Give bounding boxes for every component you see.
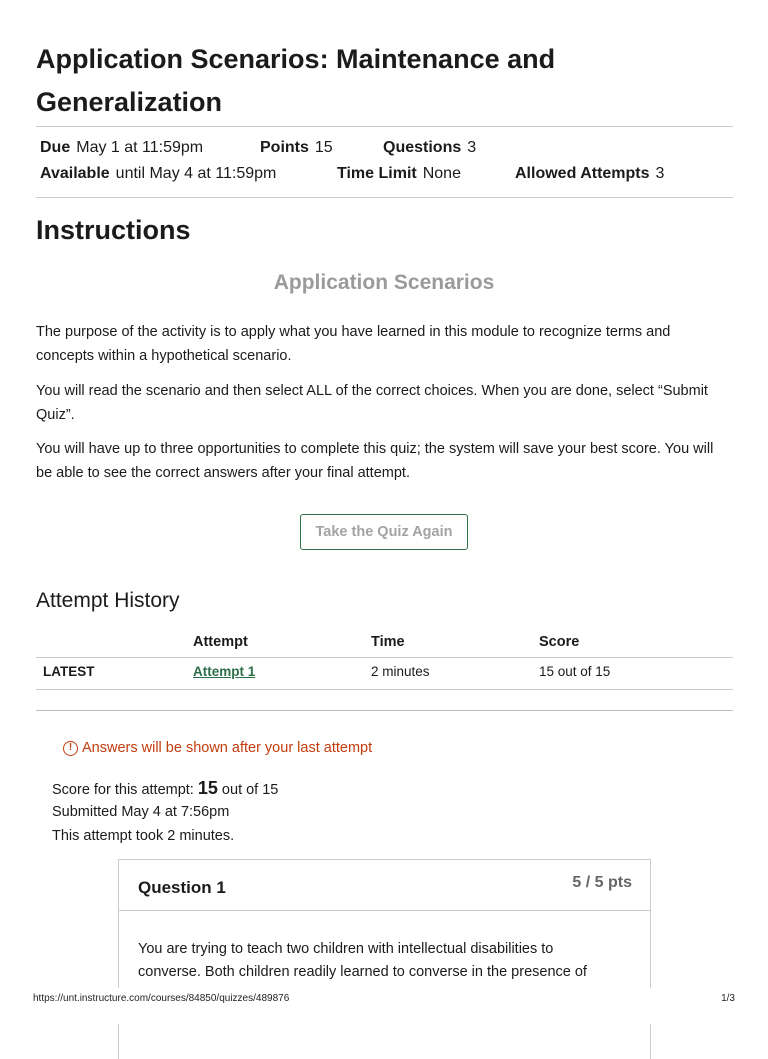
meta-available	[40, 165, 276, 183]
attempt-1-link[interactable]: Attempt 1	[193, 664, 256, 679]
page-title: Application Scenarios: Maintenance and Generalization	[36, 44, 556, 117]
question-text: You are trying to teach two children with intellectual disabilities to converse. Both children readily learned to converse in the presence of	[138, 941, 587, 980]
attempt-link-cell	[193, 664, 255, 679]
answers-notice	[63, 740, 372, 756]
instructions-paragraph: You will read the scenario and then select ALL of the correct choices. When you are done, select “Submit Quiz”.	[36, 383, 708, 423]
meta-allowed-attempts	[515, 165, 664, 183]
score-prefix: Score for this attempt:	[52, 782, 198, 798]
row-score: 15 out of 15	[539, 664, 611, 679]
row-latest-label: LATEST	[43, 664, 95, 679]
meta-questions-value: 3	[467, 139, 477, 156]
attempt-history-title: Attempt History	[36, 589, 180, 612]
meta-due	[40, 139, 203, 157]
section-divider	[36, 710, 733, 711]
meta-time-limit	[337, 165, 461, 183]
submitted-time: Submitted May 4 at 7:56pm	[52, 804, 230, 820]
print-url: https://unt.instructure.com/courses/84850/quizzes/489876	[33, 993, 290, 1004]
meta-questions	[383, 139, 476, 157]
meta-time-limit-value: None	[422, 165, 461, 182]
attempt-score	[52, 778, 278, 799]
meta-available-label: Available	[40, 165, 110, 182]
meta-due-value: May 1 at 11:59pm	[76, 139, 204, 156]
table-row-divider	[36, 689, 733, 690]
column-header-time: Time	[371, 634, 405, 650]
meta-time-limit-label: Time Limit	[337, 165, 417, 182]
attempt-duration: This attempt took 2 minutes.	[52, 828, 235, 844]
meta-points-value: 15	[314, 139, 333, 156]
column-header-score: Score	[539, 634, 580, 650]
take-quiz-again-button[interactable]: Take the Quiz Again	[300, 514, 468, 550]
question-header	[119, 860, 650, 911]
meta-allowed-attempts-value: 3	[655, 165, 665, 182]
meta-points-label: Points	[260, 139, 309, 156]
instructions-paragraph: You will have up to three opportunities to complete this quiz; the system will save your best score. You will be able to see the correct answers after your final attempt.	[36, 441, 714, 481]
instructions-subheading: Application Scenarios	[273, 271, 495, 294]
exclamation-circle-icon: !	[63, 741, 78, 756]
row-time: 2 minutes	[371, 664, 430, 679]
meta-available-value: until May 4 at 11:59pm	[115, 165, 277, 182]
score-suffix: out of 15	[217, 782, 279, 798]
question-card	[118, 859, 651, 1059]
print-page-number: 1/3	[721, 993, 735, 1004]
instructions-paragraph: The purpose of the activity is to apply what you have learned in this module to recognize terms and concepts within a hypothetical scenario.	[36, 324, 671, 364]
divider	[36, 126, 733, 127]
meta-due-label: Due	[40, 139, 71, 156]
score-value: 15	[197, 778, 218, 798]
meta-points	[260, 139, 333, 157]
table-header-divider	[36, 657, 733, 658]
meta-questions-label: Questions	[383, 139, 462, 156]
question-points: 5 / 5 pts	[572, 874, 632, 891]
question-title: Question 1	[138, 878, 226, 897]
divider	[36, 197, 733, 198]
instructions-heading: Instructions	[36, 215, 191, 245]
answers-notice-text: Answers will be shown after your last attempt	[82, 740, 373, 756]
meta-allowed-attempts-label: Allowed Attempts	[515, 165, 650, 182]
column-header-attempt: Attempt	[193, 634, 248, 650]
